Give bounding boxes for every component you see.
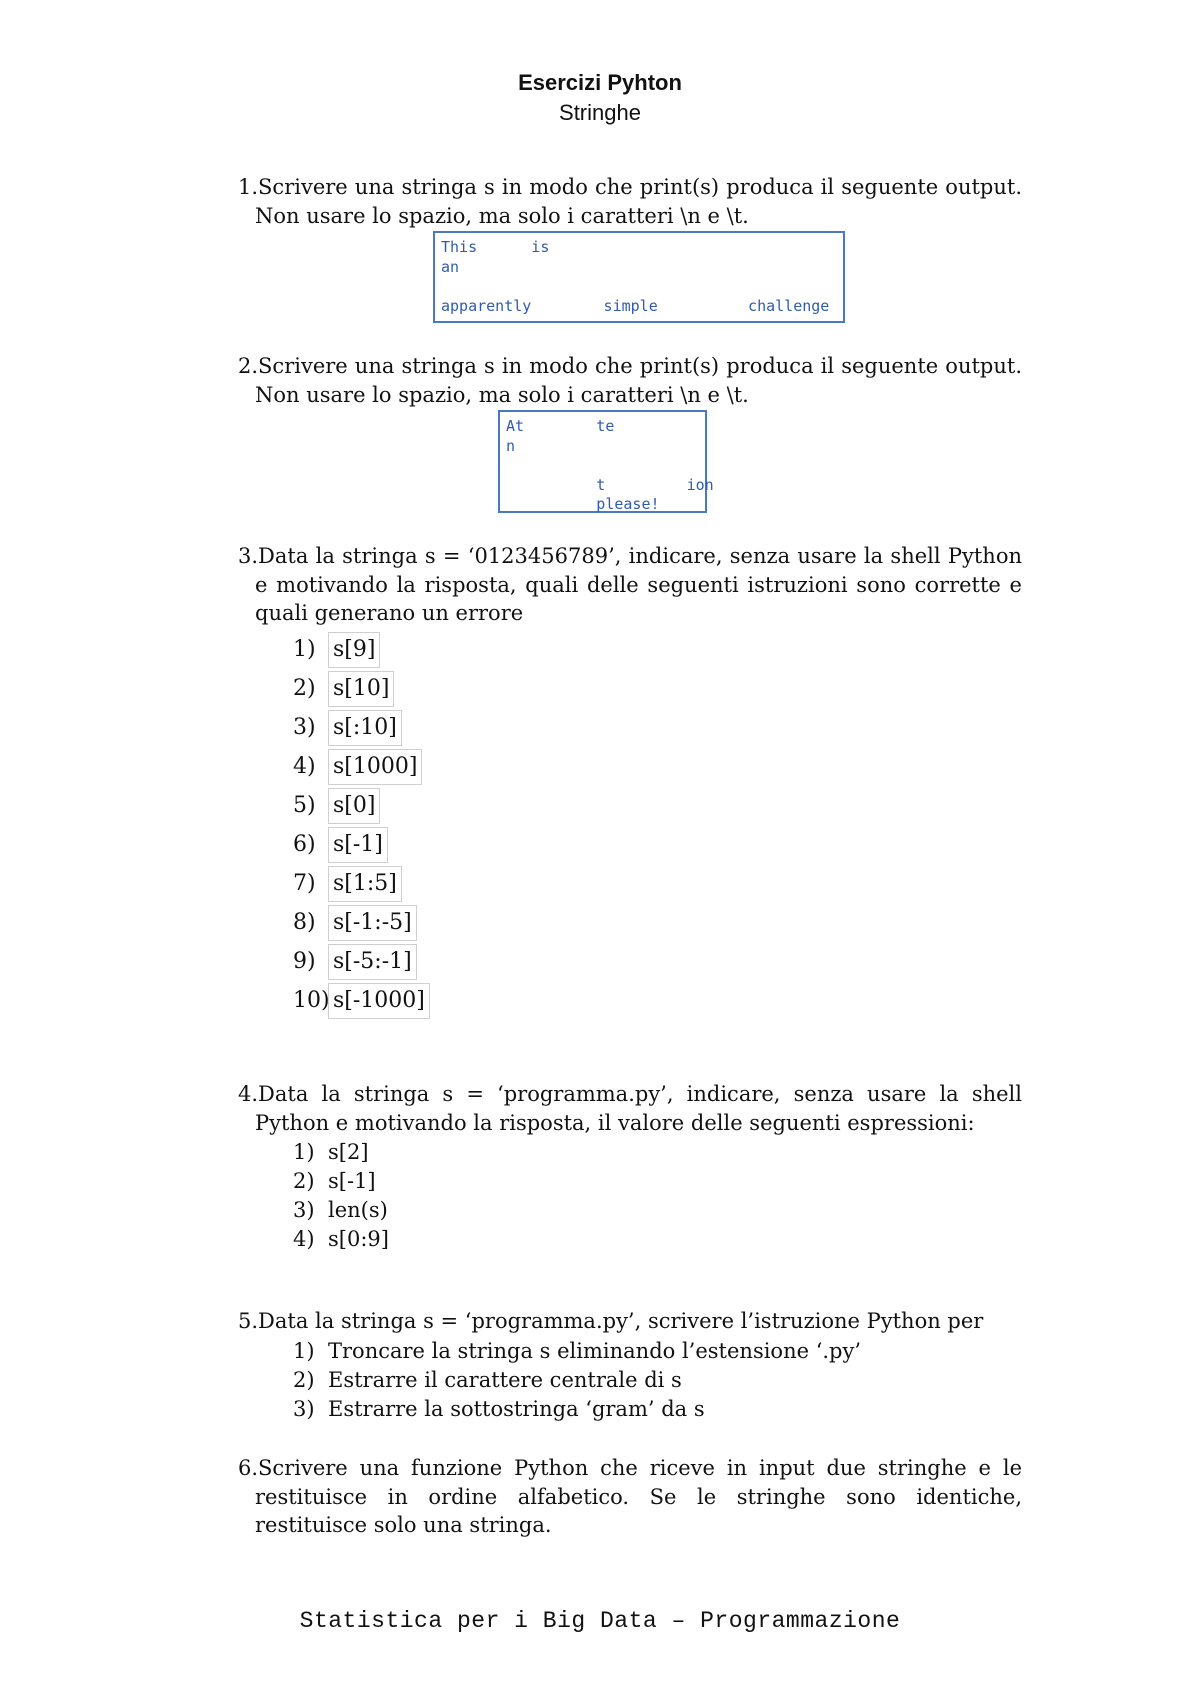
list-item: 1) s[2] <box>293 1139 369 1164</box>
exercise-3-number: 3. <box>238 544 259 568</box>
list-item: 2) s[10] <box>293 669 430 708</box>
list-item: 5) s[0] <box>293 786 430 825</box>
code-snippet: s[1000] <box>328 749 422 785</box>
exercise-4-items <box>293 1137 389 1253</box>
exercise-5 <box>217 1307 1022 1336</box>
output-line <box>506 456 699 476</box>
exercise-6-number: 6. <box>238 1456 259 1480</box>
exercise-1-output-box <box>433 231 845 323</box>
list-item: 10) s[-1000] <box>293 981 430 1020</box>
exercise-4-text: Data la stringa s = ‘programma.py’, indicare, senza usare la shell Python e motivando la risposta, il valore delle seguenti espressioni: <box>255 1082 1022 1135</box>
output-line: t ion <box>506 475 714 494</box>
list-item: 4) s[0:9] <box>293 1226 389 1251</box>
code-snippet: s[1:5] <box>328 866 402 902</box>
output-line: please! <box>506 495 660 513</box>
code-snippet: s[10] <box>328 671 394 707</box>
page-footer: Statistica per i Big Data – Programmazione <box>299 1608 901 1634</box>
output-line: n <box>506 436 516 455</box>
page-subtitle: Stringhe <box>559 100 641 125</box>
code-snippet: s[-1:-5] <box>328 905 417 941</box>
exercise-3-items <box>293 630 430 1020</box>
exercise-6-text: Scrivere una funzione Python che riceve in input due stringhe e le restituisce in ordine alfabetico. Se le stringhe sono identiche, restituisce solo una stringa. <box>255 1456 1022 1537</box>
code-snippet: s[9] <box>328 632 380 668</box>
code-snippet: s[-1000] <box>328 983 430 1019</box>
list-item: 6) s[-1] <box>293 825 430 864</box>
page-title: Esercizi Pyhton <box>518 70 682 95</box>
list-item: 8) s[-1:-5] <box>293 903 430 942</box>
list-item: 2) Estrarre il carattere centrale di s <box>293 1367 682 1392</box>
exercise-4-number: 4. <box>238 1082 259 1106</box>
exercise-2-text: Scrivere una stringa s in modo che print(s) produca il seguente output. Non usare lo spazio, ma solo i caratteri \n e \t. <box>255 354 1022 407</box>
list-item: 3) len(s) <box>293 1197 388 1222</box>
exercise-1 <box>217 173 1022 230</box>
list-item: 2) s[-1] <box>293 1168 376 1193</box>
exercise-6 <box>217 1454 1022 1540</box>
list-item: 4) s[1000] <box>293 747 430 786</box>
list-item: 3) s[:10] <box>293 708 430 747</box>
exercise-2 <box>217 352 1022 409</box>
exercise-2-number: 2. <box>238 354 259 378</box>
exercise-5-number: 5. <box>238 1309 259 1333</box>
exercise-5-text: Data la stringa s = ‘programma.py’, scrivere l’istruzione Python per <box>258 1309 984 1333</box>
output-line: This is <box>441 238 550 256</box>
code-snippet: s[:10] <box>328 710 402 746</box>
code-snippet: s[0] <box>328 788 380 824</box>
exercise-5-items <box>293 1336 861 1423</box>
output-line: apparently simple challenge <box>441 296 830 315</box>
output-line <box>441 277 837 297</box>
code-snippet: s[-1] <box>328 827 388 863</box>
list-item: 7) s[1:5] <box>293 864 430 903</box>
list-item: 3) Estrarre la sottostringa ‘gram’ da s <box>293 1396 705 1421</box>
code-snippet: s[-5:-1] <box>328 944 417 980</box>
list-item: 1) Troncare la stringa s eliminando l’estensione ‘.py’ <box>293 1338 862 1363</box>
list-item: 9) s[-5:-1] <box>293 942 430 981</box>
exercise-4 <box>217 1080 1022 1137</box>
exercise-1-text: Scrivere una stringa s in modo che print(s) produca il seguente output. Non usare lo spazio, ma solo i caratteri \n e \t. <box>255 175 1022 228</box>
exercise-2-output-box <box>498 410 714 513</box>
output-line: an <box>441 257 460 276</box>
output-line: At te <box>506 417 615 435</box>
list-item: 1) s[9] <box>293 630 430 669</box>
exercise-3-text: Data la stringa s = ‘0123456789’, indicare, senza usare la shell Python e motivando la risposta, quali delle seguenti istruzioni sono corrette e quali generano un errore <box>255 544 1022 625</box>
exercise-3 <box>217 542 1022 628</box>
exercise-1-number: 1. <box>238 175 259 199</box>
